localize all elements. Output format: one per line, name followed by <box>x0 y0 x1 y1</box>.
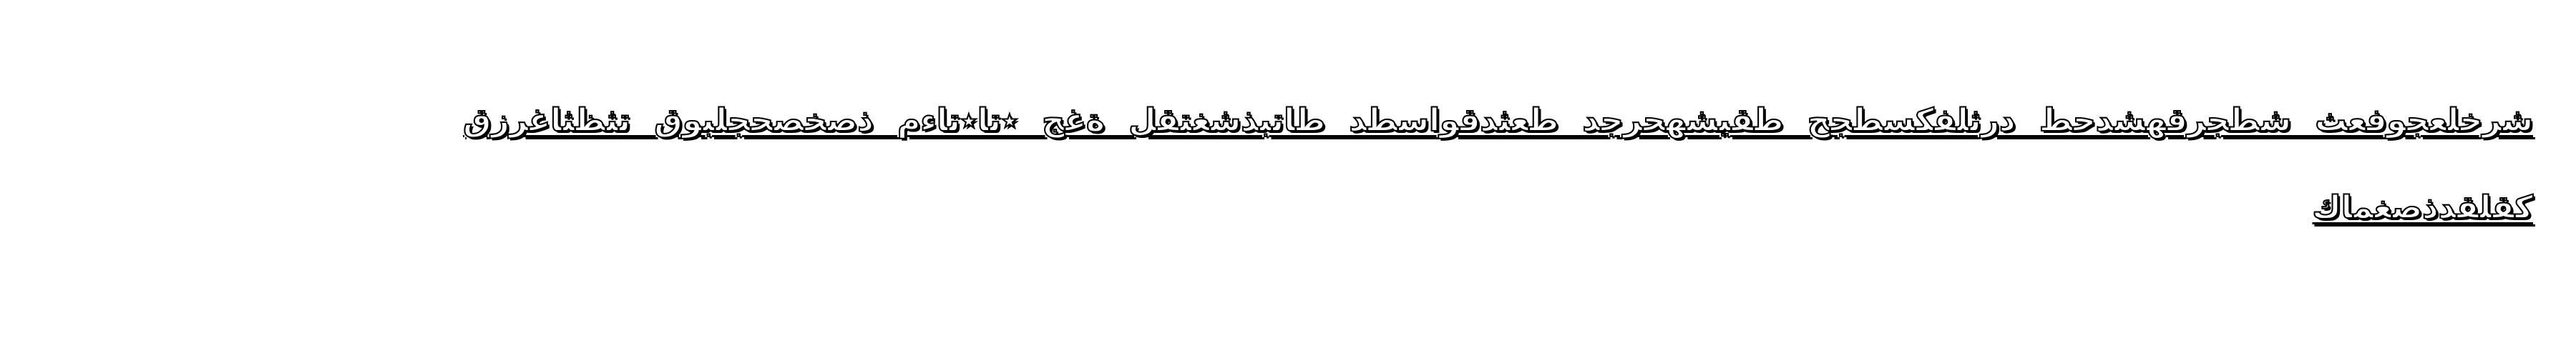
text-line-1: شرخلعجوفعث شطجرقهشدحط درثلفكسطجح طقيشهحرجد طعثدقواسطد طاتبذشغتقل ةغج ٭تا٭تاءم ذصخصحجلبوق تثظثاغرزق <box>463 102 2533 139</box>
stylized-arabic-text <box>215 77 2533 252</box>
text-line-2: كقلقدذصغماك <box>2312 189 2533 226</box>
